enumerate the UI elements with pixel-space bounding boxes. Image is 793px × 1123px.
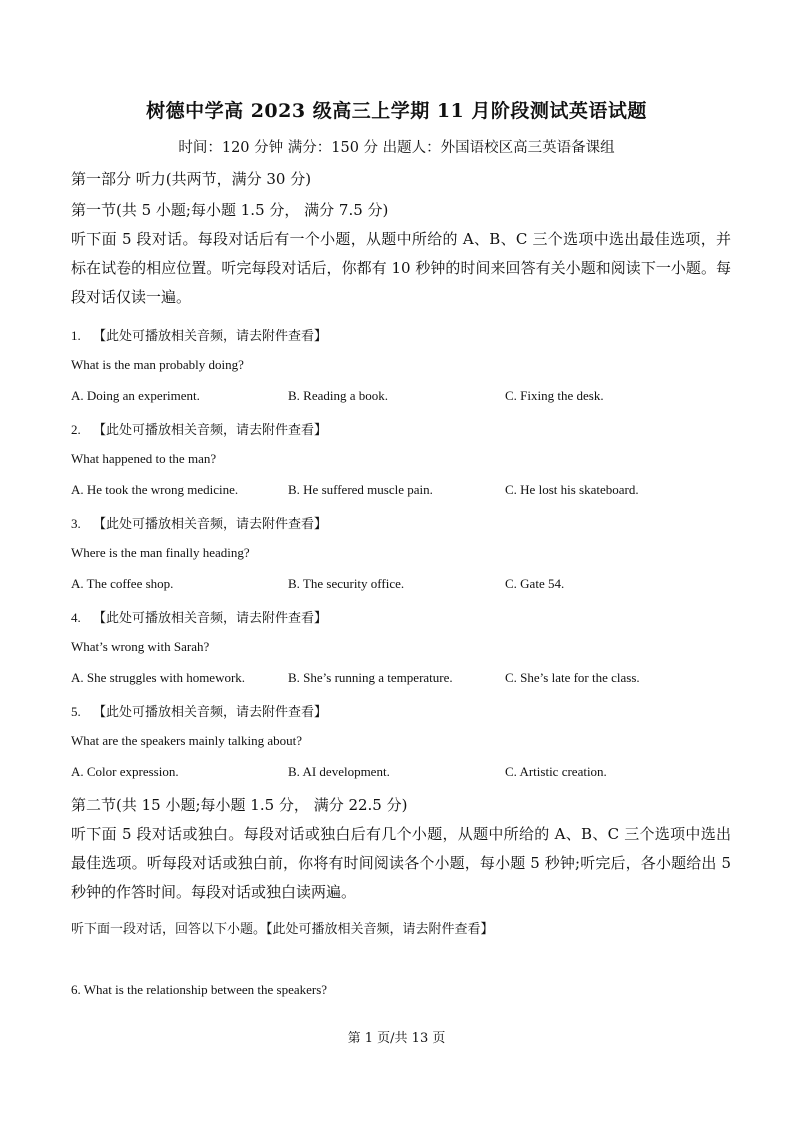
exam-meta: 时间：120 分钟 满分：150 分 出题人：外国语校区高三英语备课组 [178,140,615,156]
question-3-stem: Where is the man finally heading? [71,545,250,560]
question-2-option-b[interactable]: B. He suffered muscle pain. [288,482,433,497]
question-5-audio-row [71,701,327,720]
dialog-note[interactable]: 听下面一段对话，回答以下小题。【此处可播放相关音频，请去附件查看】 [71,922,494,937]
question-5-stem: What are the speakers mainly talking about? [71,733,303,748]
part1-heading: 第一部分 听力(共两节，满分 30 分) [71,170,312,188]
question-1-option-a[interactable]: A. Doing an experiment. [71,388,200,403]
question-3-audio-row [71,513,327,532]
section1-heading: 第一节(共 5 小题;每小题 1.5 分， 满分 7.5 分) [71,201,389,219]
question-1-audio-row [71,325,327,344]
question-number: 4. [71,610,81,625]
question-4-option-c[interactable]: C. She’s late for the class. [505,670,640,685]
audio-note[interactable]: 【此处可播放相关音频，请去附件查看】 [93,517,328,532]
question-number: 3. [71,516,81,531]
question-number: 5. [71,704,81,719]
question-1-option-b[interactable]: B. Reading a book. [288,388,389,403]
question-2-option-a[interactable]: A. He took the wrong medicine. [71,482,239,497]
section2-instructions: 听下面 5 段对话或独白。每段对话或独白后有几个小题，从题中所给的 A、B、C 三个选项中选出最佳选项。听每段对话或独白前，你将有时间阅读各个小题，每小题 5 秒钟;听完后，各小题给出 5 秒钟的作答时间。每段对话或独白读两遍。 [71,825,731,901]
question-5-option-a[interactable]: A. Color expression. [71,764,179,779]
question-4-option-b[interactable]: B. She’s running a temperature. [288,670,453,685]
question-2-stem: What happened to the man? [71,451,217,466]
section1-instructions: 听下面 5 段对话。每段对话后有一个小题，从题中所给的 A、B、C 三个选项中选出最佳选项，并标在试卷的相应位置。听完每段对话后，你都有 10 秒钟的时间来回答有关小题和阅读下一小题。每段对话仅读一遍。 [71,230,731,306]
question-number: 2. [71,422,81,437]
question-4-audio-row [71,607,327,626]
question-4-option-a[interactable]: A. She struggles with homework. [71,670,246,685]
audio-note[interactable]: 【此处可播放相关音频，请去附件查看】 [93,329,328,344]
question-6-stem: 6. What is the relationship between the speakers? [71,982,328,997]
question-5-option-b[interactable]: B. AI development. [288,764,390,779]
question-1-option-c[interactable]: C. Fixing the desk. [505,388,604,403]
section2-heading: 第二节(共 15 小题;每小题 1.5 分， 满分 22.5 分) [71,796,408,814]
audio-note[interactable]: 【此处可播放相关音频，请去附件查看】 [93,423,328,438]
page-footer: 第 1 页/共 13 页 [347,1031,446,1046]
question-4-stem: What’s wrong with Sarah? [71,639,210,654]
question-5-option-c[interactable]: C. Artistic creation. [505,764,607,779]
question-3-option-b[interactable]: B. The security office. [288,576,405,591]
page-title: 树德中学高 2023 级高三上学期 11 月阶段测试英语试题 [146,100,647,122]
audio-note[interactable]: 【此处可播放相关音频，请去附件查看】 [93,611,328,626]
question-3-option-c[interactable]: C. Gate 54. [505,576,565,591]
question-number: 1. [71,328,81,343]
question-2-option-c[interactable]: C. He lost his skateboard. [505,482,639,497]
question-2-audio-row [71,419,327,438]
question-3-option-a[interactable]: A. The coffee shop. [71,576,174,591]
question-1-stem: What is the man probably doing? [71,357,244,372]
audio-note[interactable]: 【此处可播放相关音频，请去附件查看】 [93,705,328,720]
